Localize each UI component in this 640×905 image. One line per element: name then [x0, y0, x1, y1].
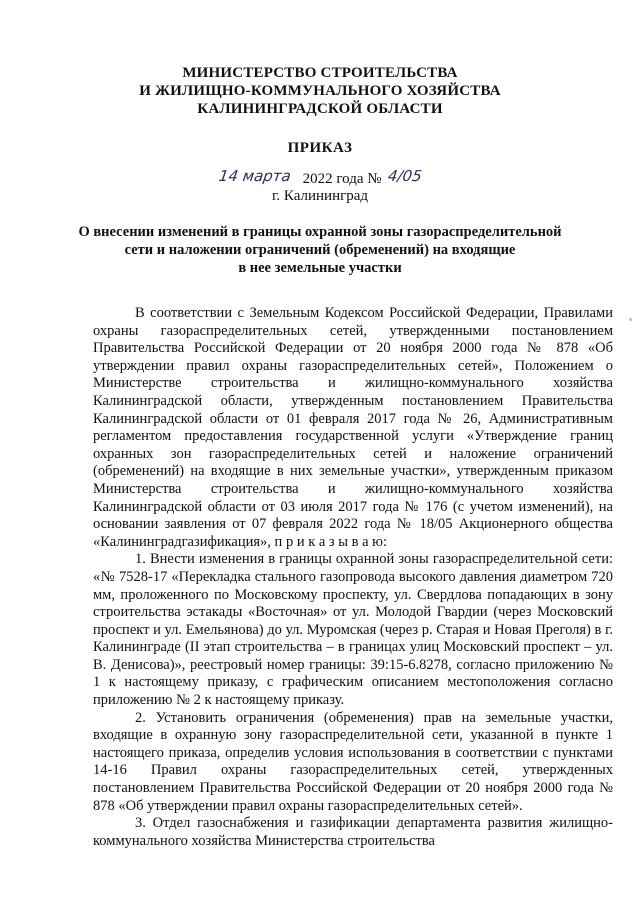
- item-3-paragraph: 3. Отдел газоснабжения и газификации департамента развития жилищно-коммунального хозяйства Министерства строительства: [93, 815, 613, 849]
- order-subject: [70, 223, 570, 277]
- ministry-name: [0, 64, 640, 118]
- city: г. Калининград: [271, 188, 369, 204]
- handwritten-order-number: 4/05: [386, 167, 423, 185]
- order-body: [93, 305, 613, 850]
- ministry-line-2: И ЖИЛИЩНО-КОММУНАЛЬНОГО ХОЗЯЙСТВА: [139, 83, 501, 99]
- order-title: ПРИКАЗ: [287, 140, 353, 156]
- ministry-line-3: КАЛИНИНГРАДСКОЙ ОБЛАСТИ: [197, 101, 443, 117]
- subject-line-1: О внесении изменений в границы охранной зоны газораспределительной: [78, 224, 562, 240]
- ministry-line-1: МИНИСТЕРСТВО СТРОИТЕЛЬСТВА: [182, 65, 458, 81]
- item-2-paragraph: 2. Установить ограничения (обременения) прав на земельные участки, входящие в охранную зону газораспределительной сети, указанной в пункте 1 настоящего приказа, определив условия использования в соответствии с пунктами 14-16 Правил охраны газораспределительных сетей, утвержденных постановлением Правительства Российской Федерации от 20 ноября 2000 года № 878 «Об утверждении правил охраны газораспределительных сетей».: [93, 709, 613, 814]
- preamble-paragraph: В соответствии с Земельным Кодексом Российской Федерации, Правилами охраны газораспределительных сетей, утвержденными постановлением Правительства Российской Федерации от 20 ноября 2000 года № 878 «Об утверждении правил охраны газораспределительных сетей», Положением о Министерстве строительства и жилищно-коммунального хозяйства Калининградской области, утвержденным постановлением Правительства Калининградской области от 01 февраля 2017 года № 26, Административным регламентом предоставления государственной услуги «Утверждение границ охранных зон газораспределительных сетей и наложение ограничений (обременений) на входящие в них земельные участки», утвержденным приказом Министерства строительства и жилищно-коммунального хозяйства Калининградской области от 03 июля 2017 года № 176 (с учетом изменений), на основании заявления от 07 февраля 2022 года № 18/05 Акционерного общества «Калининградгазификация», п р и к а з ы в а ю:: [93, 305, 613, 550]
- subject-line-3: в нее земельные участки: [238, 260, 402, 276]
- handwritten-date: 14 марта: [217, 167, 292, 185]
- subject-line-2: сети и наложении ограничений (обременений) на входящие: [124, 242, 516, 258]
- item-1-paragraph: 1. Внести изменения в границы охранной зоны газораспределительной сети: «№ 7528-17 «Перекладка стального газопровода высокого давления диаметром 720 мм, проложенного по Московскому проспекту, ул. Свердлова попадающих в зону строительства эстакады «Восточная» от ул. Молодой Гвардии (через Московский проспект и ул. Емельянова) до ул. Муромская (через р. Старая и Новая Преголя) в г. Калининграде (II этап строительства – в границах улиц Московский проспект – ул. В. Денисова)», реестровый номер границы: 39:15-6.8278, согласно приложению № 1 к настоящему приказу, с графическим описанием местоположения согласно приложению № 2 к настоящему приказу.: [93, 551, 613, 709]
- printed-year: 2022 года №: [302, 171, 382, 187]
- scan-speck: [629, 318, 632, 321]
